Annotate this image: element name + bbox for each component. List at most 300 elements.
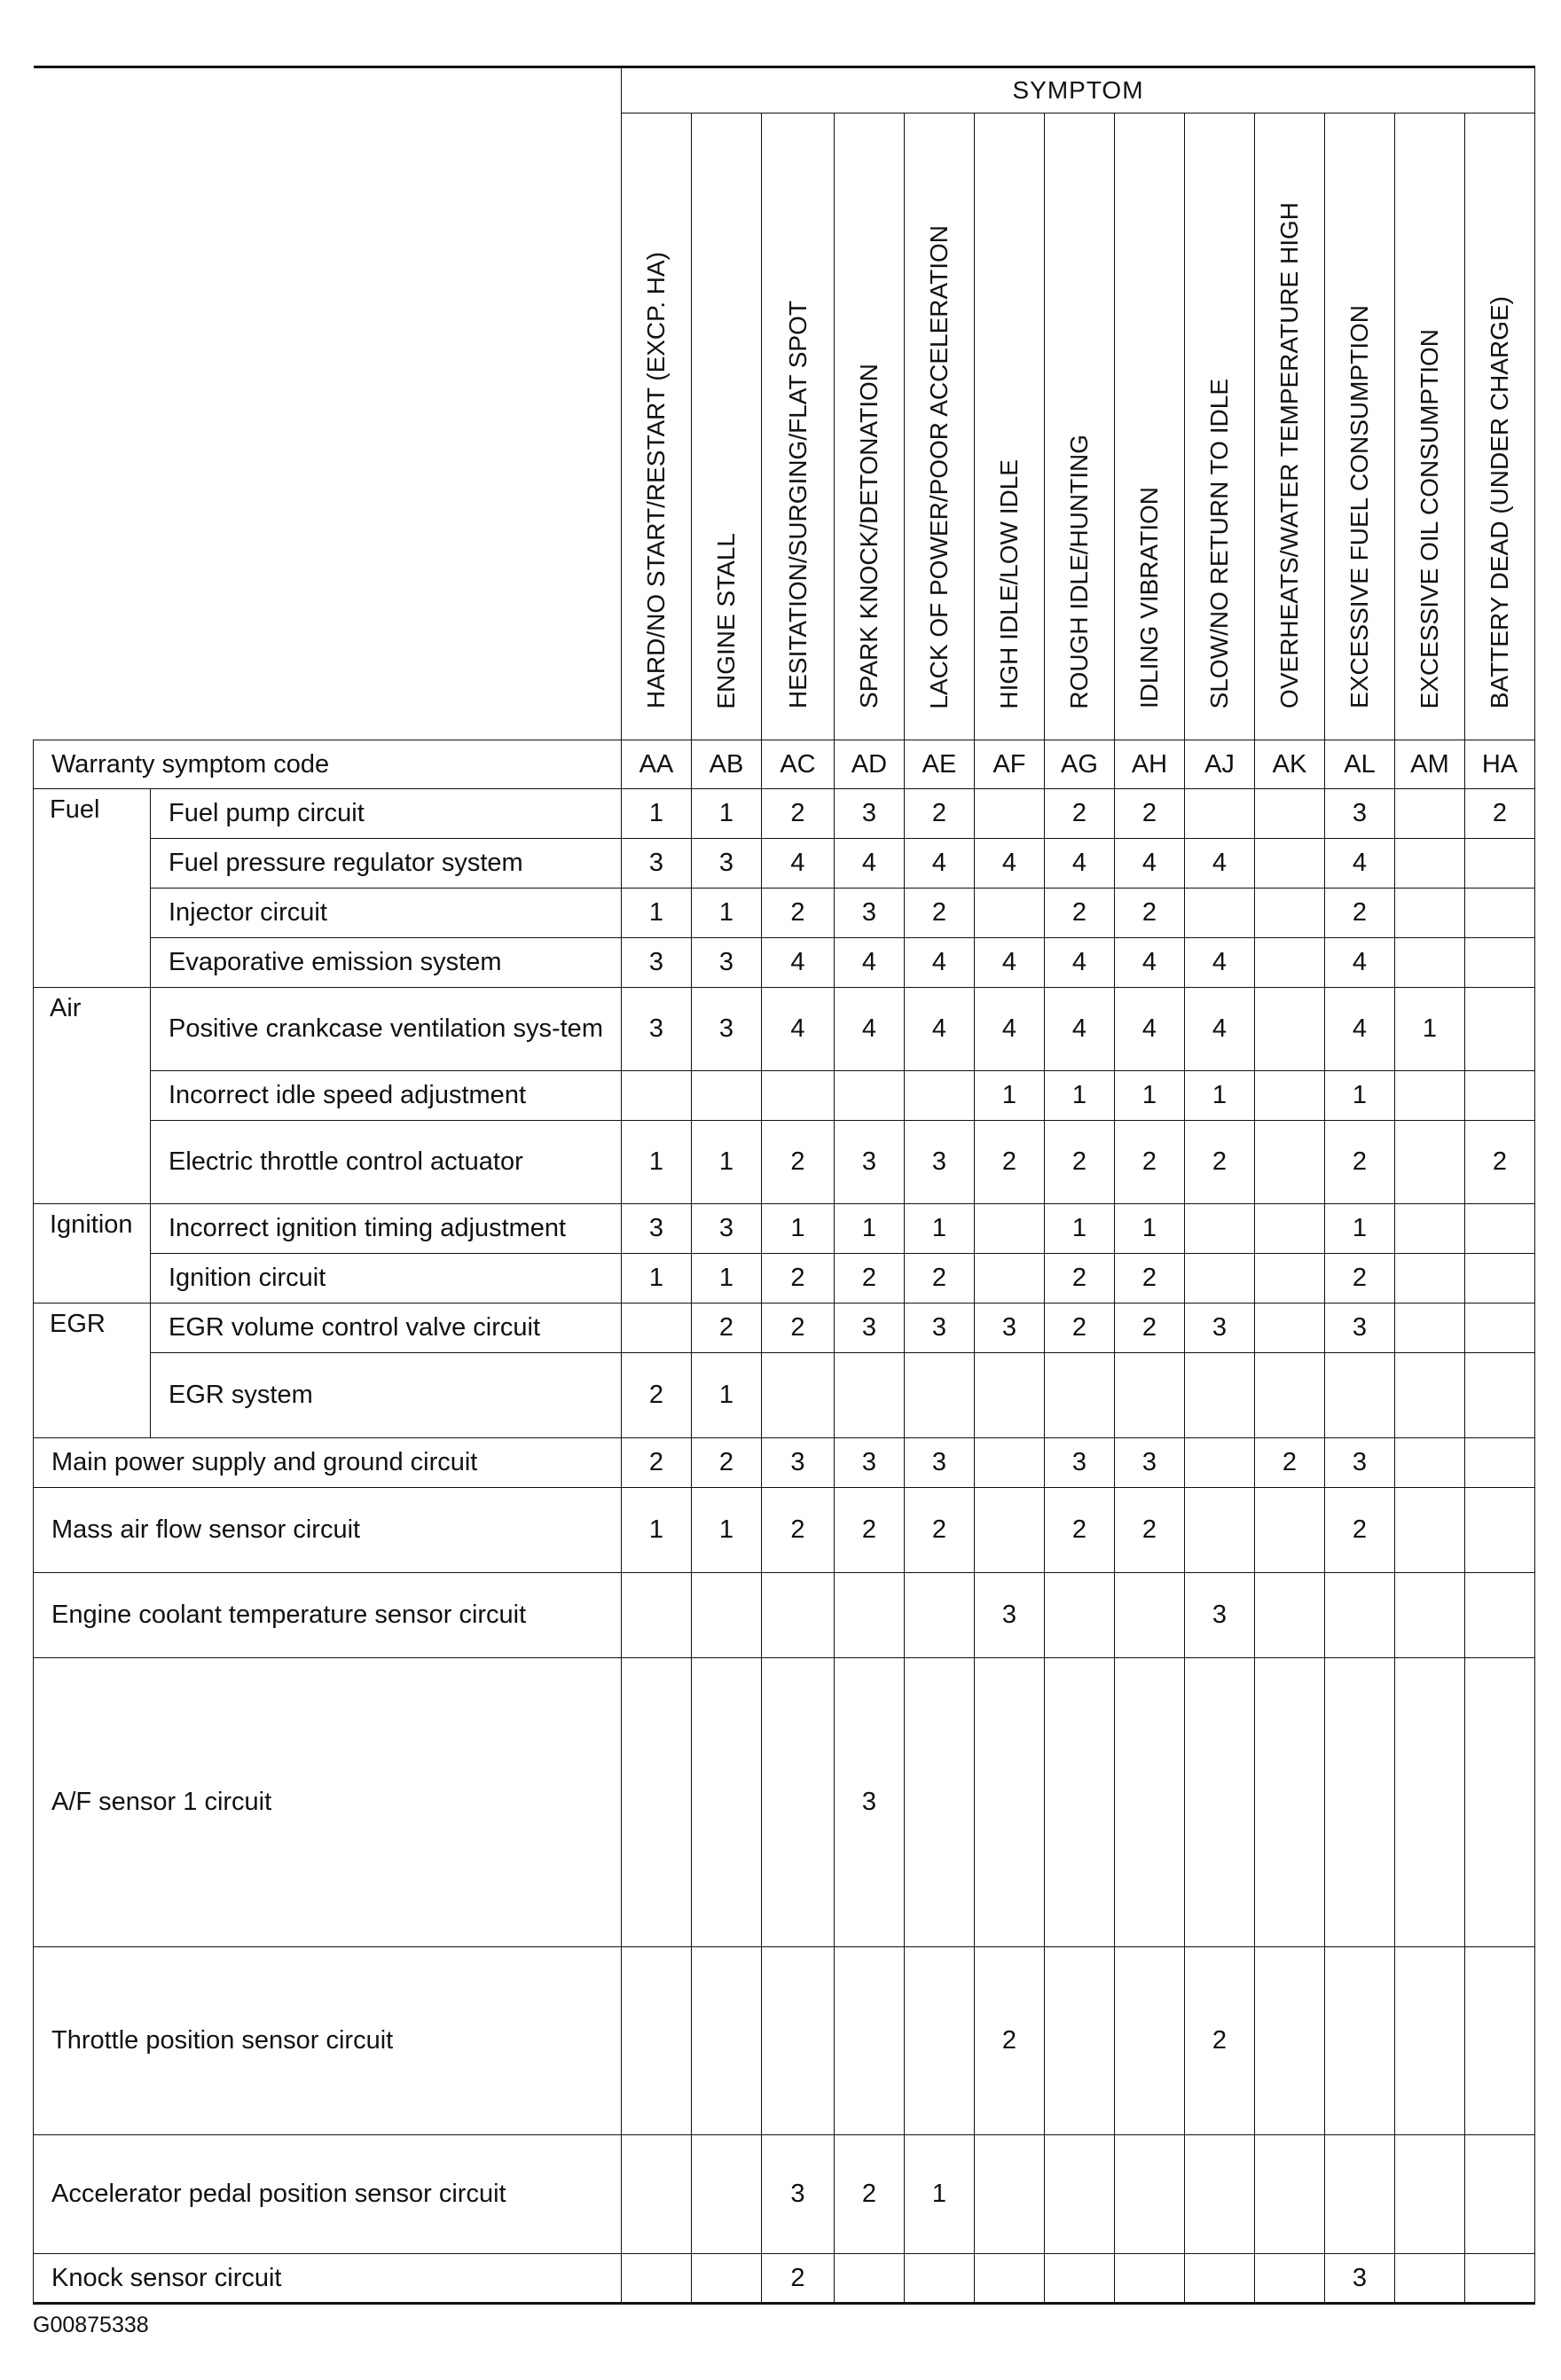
value-cell [1465,1947,1535,2135]
symptom-header-AF: HIGH IDLE/LOW IDLE [975,114,1045,740]
value-cell [975,1438,1045,1488]
value-cell: 4 [835,938,905,988]
value-cell: 1 [622,789,692,839]
value-cell: 2 [835,2135,905,2254]
value-cell [1185,789,1255,839]
value-cell [622,2254,692,2304]
code-cell: AL [1325,740,1395,789]
value-cell [1395,1947,1465,2135]
value-cell [622,1573,692,1658]
value-cell [1395,2254,1465,2304]
value-cell [1395,1353,1465,1438]
value-cell: 4 [975,839,1045,889]
value-cell [975,889,1045,938]
value-cell: 2 [835,1488,905,1573]
value-cell: 2 [1045,1304,1115,1353]
value-cell [1325,1947,1395,2135]
value-cell: 3 [975,1573,1045,1658]
value-cell [622,1658,692,1947]
value-cell: 1 [1115,1071,1185,1121]
value-cell [1325,2135,1395,2254]
value-cell [1395,1204,1465,1254]
value-cell [1185,1353,1255,1438]
value-cell: 4 [1045,938,1115,988]
value-cell [1115,2135,1185,2254]
symptom-title: SYMPTOM [622,67,1535,114]
value-cell [1185,1488,1255,1573]
value-cell: 4 [1045,988,1115,1071]
value-cell [975,1353,1045,1438]
value-cell [692,1947,762,2135]
value-cell: 2 [905,889,975,938]
value-cell [975,789,1045,839]
value-cell [1045,2254,1115,2304]
value-cell [835,1353,905,1438]
value-cell: 3 [905,1121,975,1204]
row-label: Evaporative emission system [151,938,622,988]
value-cell [1185,1658,1255,1947]
row-label: Fuel pump circuit [151,789,622,839]
value-cell [762,1573,835,1658]
table-row [34,988,1535,1071]
value-cell: 3 [975,1304,1045,1353]
value-cell: 1 [622,1121,692,1204]
value-cell [622,2135,692,2254]
value-cell [835,2254,905,2304]
value-cell: 4 [1325,938,1395,988]
value-cell: 2 [1045,789,1115,839]
value-cell: 3 [835,889,905,938]
value-cell [1255,1204,1325,1254]
value-cell [1255,1121,1325,1204]
value-cell: 4 [1185,839,1255,889]
value-cell: 2 [762,1121,835,1204]
value-cell [1465,938,1535,988]
value-cell: 3 [1115,1438,1185,1488]
table-row [34,1254,1535,1304]
value-cell [1185,1204,1255,1254]
value-cell [1255,839,1325,889]
category-air: Air [34,988,151,1204]
code-cell: AF [975,740,1045,789]
value-cell [1255,988,1325,1071]
value-cell [1465,988,1535,1071]
value-cell [1395,889,1465,938]
value-cell [692,1658,762,1947]
value-cell: 2 [1325,1254,1395,1304]
value-cell: 2 [692,1438,762,1488]
value-cell [1255,938,1325,988]
value-cell: 4 [975,938,1045,988]
value-cell [1115,1353,1185,1438]
value-cell [1325,1353,1395,1438]
value-cell: 2 [1325,889,1395,938]
value-cell: 2 [762,789,835,839]
value-cell [975,2254,1045,2304]
value-cell [1465,1438,1535,1488]
value-cell [1115,2254,1185,2304]
value-cell [1185,2254,1255,2304]
value-cell: 1 [622,889,692,938]
value-cell: 2 [1115,1488,1185,1573]
value-cell [1185,2135,1255,2254]
value-cell: 3 [622,988,692,1071]
value-cell: 4 [762,988,835,1071]
value-cell: 3 [1045,1438,1115,1488]
value-cell: 2 [1045,1254,1115,1304]
value-cell [1465,1488,1535,1573]
value-cell [1255,1071,1325,1121]
value-cell [1465,1658,1535,1947]
category-egr: EGR [34,1304,151,1438]
code-cell: AM [1395,740,1465,789]
value-cell: 4 [905,839,975,889]
value-cell: 3 [1325,789,1395,839]
value-cell: 3 [622,938,692,988]
value-cell: 4 [905,938,975,988]
code-cell: AD [835,740,905,789]
value-cell [835,1071,905,1121]
symptom-header-AE: LACK OF POWER/POOR ACCELERATION [905,114,975,740]
value-cell: 3 [692,839,762,889]
value-cell [1255,1573,1325,1658]
value-cell: 1 [692,1353,762,1438]
row-label: EGR system [151,1353,622,1438]
category-ignition: Ignition [34,1204,151,1304]
value-cell [1325,1658,1395,1947]
value-cell: 1 [1185,1071,1255,1121]
code-cell: AG [1045,740,1115,789]
symptom-header-AA: HARD/NO START/RESTART (EXCP. HA) [622,114,692,740]
value-cell: 4 [1115,839,1185,889]
value-cell [692,1573,762,1658]
row-label: Throttle position sensor circuit [34,1947,622,2135]
value-cell: 1 [762,1204,835,1254]
value-cell: 2 [1045,1488,1115,1573]
value-cell [1255,1947,1325,2135]
value-cell: 2 [1115,1254,1185,1304]
value-cell: 1 [692,1254,762,1304]
value-cell [1185,1438,1255,1488]
row-label: Accelerator pedal position sensor circuit [34,2135,622,2254]
value-cell: 2 [905,789,975,839]
table-row [34,1204,1535,1254]
value-cell: 2 [1325,1121,1395,1204]
row-label: Ignition circuit [151,1254,622,1304]
value-cell [975,1658,1045,1947]
value-cell: 4 [1185,938,1255,988]
value-cell [1255,2135,1325,2254]
value-cell: 3 [835,1438,905,1488]
value-cell [1395,1304,1465,1353]
value-cell: 1 [905,1204,975,1254]
value-cell [1465,889,1535,938]
row-label: A/F sensor 1 circuit [34,1658,622,1947]
value-cell: 3 [762,2135,835,2254]
value-cell [762,1947,835,2135]
value-cell [1465,1071,1535,1121]
value-cell: 1 [1045,1204,1115,1254]
row-label: Electric throttle control actuator [151,1121,622,1204]
value-cell [1465,1204,1535,1254]
value-cell [975,1204,1045,1254]
value-cell [975,1488,1045,1573]
value-cell: 3 [1185,1573,1255,1658]
table-row [34,2135,1535,2254]
row-label: Fuel pressure regulator system [151,839,622,889]
value-cell: 2 [1465,1121,1535,1204]
value-cell [692,2254,762,2304]
row-label: Mass air flow sensor circuit [34,1488,622,1573]
value-cell: 3 [905,1438,975,1488]
code-cell: AE [905,740,975,789]
table-row [34,1353,1535,1438]
value-cell: 2 [1115,789,1185,839]
value-cell [1115,1658,1185,1947]
value-cell [1045,1658,1115,1947]
value-cell: 3 [835,1658,905,1947]
value-cell [1045,1947,1115,2135]
value-cell: 3 [692,988,762,1071]
row-label: Knock sensor circuit [34,2254,622,2304]
figure-id: G00875338 [33,2313,149,2337]
value-cell [1395,2135,1465,2254]
value-cell [1465,2254,1535,2304]
table-row [34,1947,1535,2135]
warranty-label: Warranty symptom code [34,740,622,789]
value-cell: 2 [622,1353,692,1438]
value-cell [762,1071,835,1121]
value-cell [1255,1254,1325,1304]
value-cell [835,1947,905,2135]
code-cell: AB [692,740,762,789]
value-cell: 3 [1185,1304,1255,1353]
value-cell [692,2135,762,2254]
value-cell [1395,1488,1465,1573]
code-cell: HA [1465,740,1535,789]
value-cell: 4 [1325,839,1395,889]
value-cell: 4 [1325,988,1395,1071]
value-cell [1185,1254,1255,1304]
value-cell: 4 [762,839,835,889]
value-cell: 1 [1325,1071,1395,1121]
table-row [34,889,1535,938]
value-cell: 2 [1325,1488,1395,1573]
code-cell: AJ [1185,740,1255,789]
category-fuel: Fuel [34,789,151,988]
row-label: Positive crankcase ventilation sys-tem [151,988,622,1071]
symptom-header-AC: HESITATION/SURGING/FLAT SPOT [762,114,835,740]
value-cell: 3 [905,1304,975,1353]
value-cell [905,1658,975,1947]
symptom-header-AH: IDLING VIBRATION [1115,114,1185,740]
value-cell: 3 [692,938,762,988]
value-cell [692,1071,762,1121]
value-cell: 4 [1045,839,1115,889]
value-cell [1115,1573,1185,1658]
value-cell: 1 [975,1071,1045,1121]
value-cell: 2 [905,1254,975,1304]
value-cell: 2 [1115,1304,1185,1353]
row-label: Incorrect ignition timing adjustment [151,1204,622,1254]
value-cell [1255,789,1325,839]
value-cell: 3 [835,789,905,839]
value-cell: 2 [905,1488,975,1573]
table-row [34,839,1535,889]
value-cell [1395,938,1465,988]
value-cell: 1 [692,1488,762,1573]
value-cell [1395,1121,1465,1204]
value-cell [1465,2135,1535,2254]
table-row [34,2254,1535,2304]
table-row [34,789,1535,839]
value-cell [905,1071,975,1121]
symptom-matrix-table [33,66,1535,2305]
value-cell: 2 [622,1438,692,1488]
value-cell [1045,1353,1115,1438]
table-row [34,1071,1535,1121]
value-cell: 3 [835,1304,905,1353]
value-cell: 3 [622,1204,692,1254]
value-cell [1255,1304,1325,1353]
value-cell: 3 [1325,2254,1395,2304]
value-cell: 1 [622,1254,692,1304]
value-cell [1255,2254,1325,2304]
value-cell: 2 [835,1254,905,1304]
value-cell: 2 [1045,889,1115,938]
value-cell: 3 [835,1121,905,1204]
code-cell: AH [1115,740,1185,789]
value-cell [905,2254,975,2304]
code-cell: AA [622,740,692,789]
value-cell [1395,789,1465,839]
table-row [34,1488,1535,1573]
value-cell: 2 [975,1121,1045,1204]
value-cell: 4 [1185,988,1255,1071]
value-cell: 1 [622,1488,692,1573]
value-cell: 2 [762,1304,835,1353]
value-cell: 2 [692,1304,762,1353]
value-cell: 2 [762,889,835,938]
row-label: Incorrect idle speed adjustment [151,1071,622,1121]
symptom-header-AG: ROUGH IDLE/HUNTING [1045,114,1115,740]
value-cell [1465,1573,1535,1658]
corner-blank [34,67,622,740]
value-cell [622,1071,692,1121]
value-cell [1255,1488,1325,1573]
value-cell: 2 [762,1488,835,1573]
value-cell [1395,1254,1465,1304]
value-cell: 2 [1115,889,1185,938]
symptom-header-AM: EXCESSIVE OIL CONSUMPTION [1395,114,1465,740]
value-cell [1395,1071,1465,1121]
table-row [34,1658,1535,1947]
value-cell [1255,1658,1325,1947]
value-cell [622,1304,692,1353]
value-cell: 2 [1465,789,1535,839]
value-cell: 4 [835,988,905,1071]
value-cell [1255,1353,1325,1438]
value-cell [1045,2135,1115,2254]
value-cell: 3 [692,1204,762,1254]
symptom-header-AL: EXCESSIVE FUEL CONSUMPTION [1325,114,1395,740]
value-cell: 4 [1115,938,1185,988]
value-cell [905,1947,975,2135]
value-cell: 4 [1115,988,1185,1071]
code-cell: AK [1255,740,1325,789]
value-cell: 3 [622,839,692,889]
value-cell: 2 [762,2254,835,2304]
value-cell: 4 [835,839,905,889]
row-label: Injector circuit [151,889,622,938]
value-cell [762,1658,835,1947]
value-cell [905,1353,975,1438]
row-label: Main power supply and ground circuit [34,1438,622,1488]
value-cell: 2 [762,1254,835,1304]
value-cell: 1 [905,2135,975,2254]
table-row [34,1573,1535,1658]
value-cell [1465,1304,1535,1353]
warranty-code-row [34,740,1535,789]
row-label: Engine coolant temperature sensor circuit [34,1573,622,1658]
value-cell [1045,1573,1115,1658]
value-cell: 2 [1115,1121,1185,1204]
value-cell [1255,889,1325,938]
value-cell [1395,839,1465,889]
value-cell: 1 [1395,988,1465,1071]
value-cell: 1 [692,889,762,938]
value-cell: 4 [762,938,835,988]
value-cell [1185,889,1255,938]
table-row [34,938,1535,988]
value-cell: 1 [835,1204,905,1254]
value-cell: 3 [762,1438,835,1488]
value-cell [975,1254,1045,1304]
table-row [34,1121,1535,1204]
value-cell: 2 [975,1947,1045,2135]
value-cell [1395,1438,1465,1488]
value-cell: 4 [905,988,975,1071]
symptom-header-AJ: SLOW/NO RETURN TO IDLE [1185,114,1255,740]
symptom-header-HA: BATTERY DEAD (UNDER CHARGE) [1465,114,1535,740]
value-cell [1395,1658,1465,1947]
value-cell: 3 [1325,1304,1395,1353]
value-cell: 1 [1045,1071,1115,1121]
code-cell: AC [762,740,835,789]
value-cell: 2 [1185,1947,1255,2135]
value-cell [762,1353,835,1438]
row-label: EGR volume control valve circuit [151,1304,622,1353]
value-cell [975,2135,1045,2254]
value-cell: 1 [692,1121,762,1204]
value-cell: 1 [1115,1204,1185,1254]
symptom-header-AD: SPARK KNOCK/DETONATION [835,114,905,740]
value-cell: 2 [1255,1438,1325,1488]
value-cell: 2 [1185,1121,1255,1204]
value-cell: 1 [692,789,762,839]
value-cell [1325,1573,1395,1658]
value-cell [1465,839,1535,889]
value-cell: 2 [1045,1121,1115,1204]
value-cell [622,1947,692,2135]
table-row [34,1438,1535,1488]
value-cell: 4 [975,988,1045,1071]
table-row [34,1304,1535,1353]
value-cell: 3 [1325,1438,1395,1488]
value-cell [835,1573,905,1658]
symptom-header-AB: ENGINE STALL [692,114,762,740]
symptom-header-AK: OVERHEATS/WATER TEMPERATURE HIGH [1255,114,1325,740]
